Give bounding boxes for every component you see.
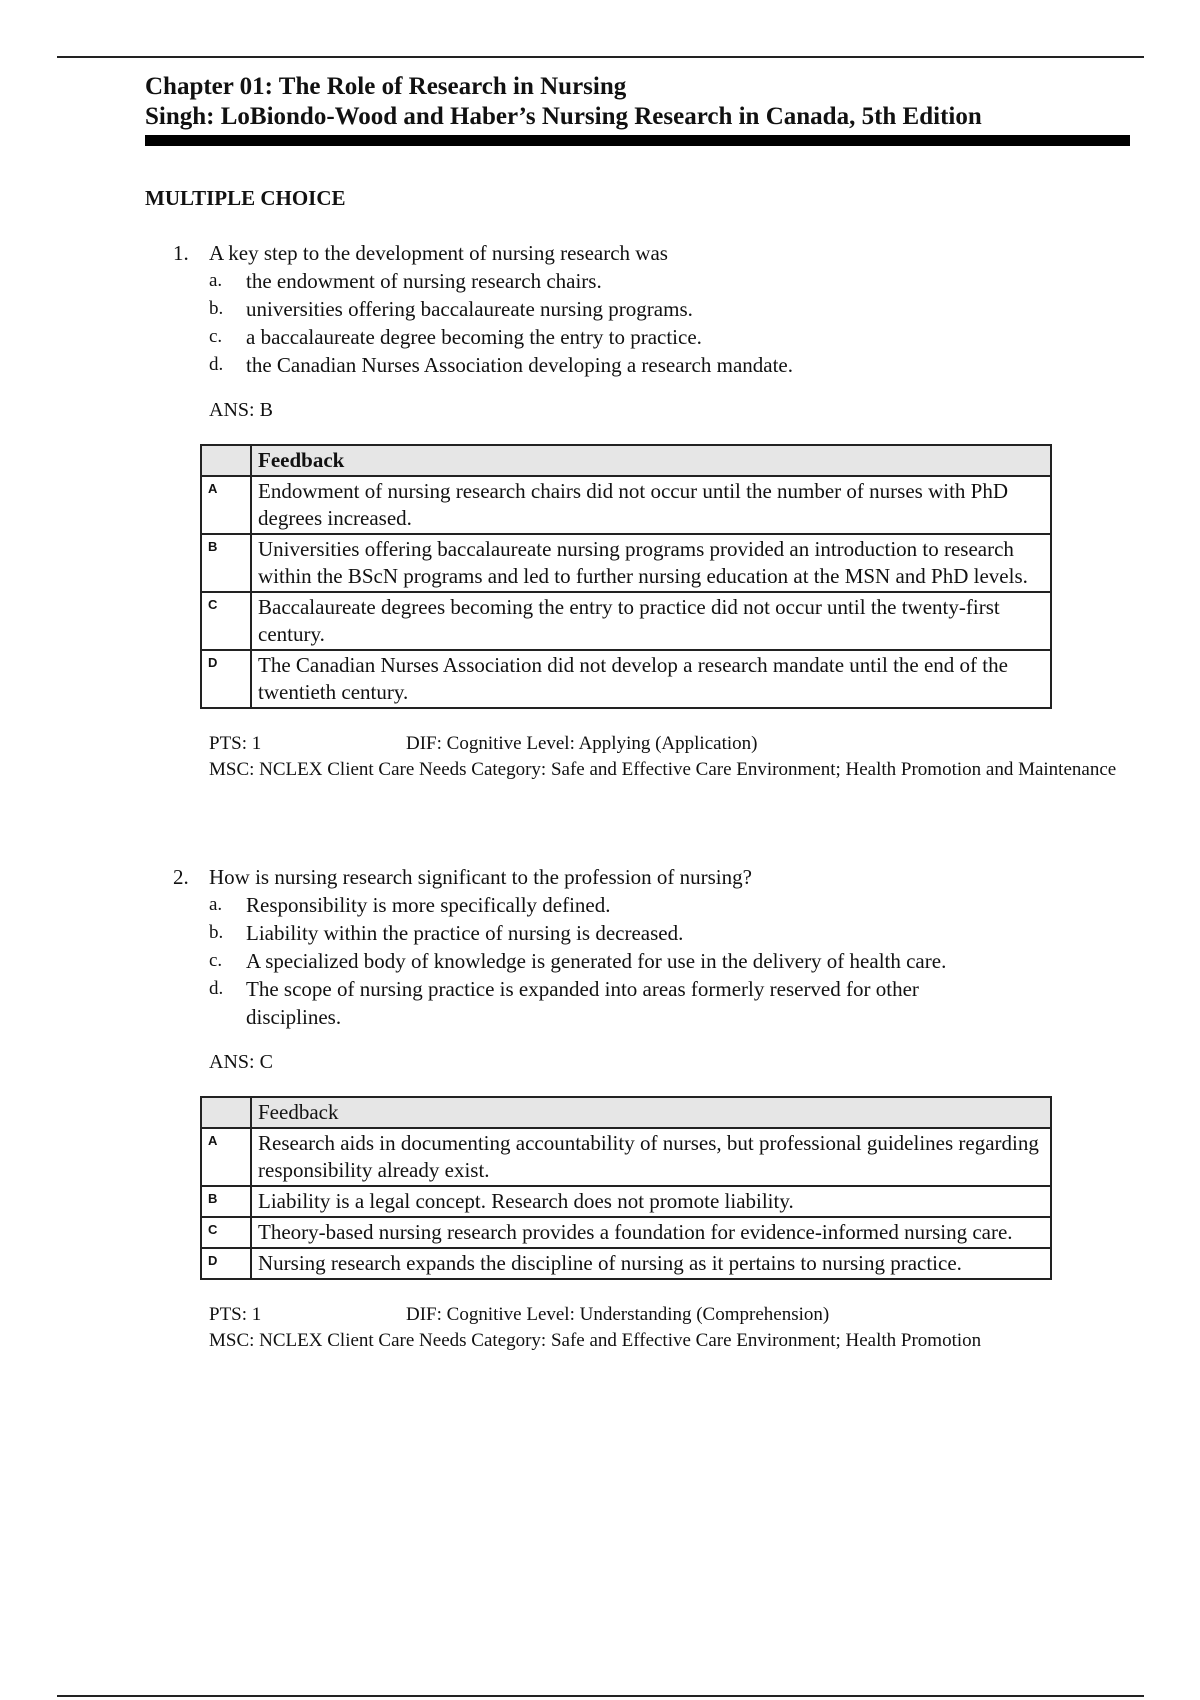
option-letter: c. <box>209 326 223 347</box>
difficulty: DIF: Cognitive Level: Applying (Application) <box>406 733 758 754</box>
question-number: 1. <box>173 241 189 265</box>
feedback-text: The Canadian Nurses Association did not develop a research mandate until the end of the twentieth century. <box>251 650 1051 708</box>
option-b <box>145 919 1016 947</box>
question-number: 2. <box>173 865 189 889</box>
question-stem <box>145 240 1145 267</box>
feedback-header-row <box>201 445 1051 476</box>
feedback-text: Endowment of nursing research chairs did not occur until the number of nurses with PhD degrees increased. <box>251 476 1051 534</box>
option-text: Responsibility is more specifically defined. <box>246 893 611 917</box>
feedback-letter: A <box>201 1128 251 1186</box>
feedback-text: Universities offering baccalaureate nursing programs provided an introduction to research within the BScN programs and led to further nursing education at the MSN and PhD levels. <box>251 534 1051 592</box>
question-meta <box>145 1302 1145 1354</box>
header-bar <box>145 135 1130 146</box>
option-d <box>145 975 1016 1031</box>
option-letter: a. <box>209 270 223 291</box>
feedback-header: Feedback <box>251 445 1051 476</box>
feedback-text: Theory-based nursing research provides a foundation for evidence-informed nursing care. <box>251 1217 1051 1248</box>
answer-line: ANS: B <box>209 399 273 421</box>
feedback-text: Liability is a legal concept. Research does not promote liability. <box>251 1186 1051 1217</box>
answer-line: ANS: C <box>209 1051 273 1073</box>
option-c <box>145 323 1016 351</box>
option-text: the Canadian Nurses Association developing a research mandate. <box>246 353 793 377</box>
chapter-title: Chapter 01: The Role of Research in Nursing <box>145 73 627 100</box>
section-title: MULTIPLE CHOICE <box>145 186 346 210</box>
feedback-table <box>200 444 1052 709</box>
bottom-rule <box>57 1695 1144 1697</box>
option-text: The scope of nursing practice is expanded into areas formerly reserved for other disciplines. <box>246 977 919 1029</box>
feedback-row <box>201 650 1051 708</box>
points: PTS: 1 <box>209 1304 262 1325</box>
book-title: Singh: LoBiondo-Wood and Haber’s Nursing Research in Canada, 5th Edition <box>145 103 982 130</box>
feedback-row <box>201 592 1051 650</box>
option-letter: d. <box>209 978 224 999</box>
feedback-letter: C <box>201 1217 251 1248</box>
msc: MSC: NCLEX Client Care Needs Category: Safe and Effective Care Environment; Health Promotion <box>209 1330 982 1351</box>
feedback-letter: B <box>201 534 251 592</box>
document-header <box>145 72 1130 146</box>
feedback-header-row <box>201 1097 1051 1128</box>
option-letter: a. <box>209 894 223 915</box>
feedback-row <box>201 1248 1051 1279</box>
option-c <box>145 947 1016 975</box>
question-2 <box>145 864 1145 1354</box>
feedback-table <box>200 1096 1052 1280</box>
option-a <box>145 267 1016 295</box>
option-text: Liability within the practice of nursing is decreased. <box>246 921 684 945</box>
option-d <box>145 351 1016 379</box>
feedback-text: Research aids in documenting accountability of nurses, but professional guidelines regarding responsibility already exist. <box>251 1128 1051 1186</box>
feedback-letter: A <box>201 476 251 534</box>
question-meta <box>145 731 1145 783</box>
option-text: universities offering baccalaureate nursing programs. <box>246 297 693 321</box>
feedback-letter: C <box>201 592 251 650</box>
option-letter: b. <box>209 298 224 319</box>
option-text: A specialized body of knowledge is generated for use in the delivery of health care. <box>246 949 947 973</box>
feedback-letter: B <box>201 1186 251 1217</box>
option-letter: d. <box>209 354 224 375</box>
option-letter: b. <box>209 922 224 943</box>
difficulty: DIF: Cognitive Level: Understanding (Comprehension) <box>406 1304 830 1325</box>
feedback-letter: D <box>201 1248 251 1279</box>
option-text: a baccalaureate degree becoming the entry to practice. <box>246 325 702 349</box>
feedback-row <box>201 1186 1051 1217</box>
question-stem <box>145 864 1145 891</box>
feedback-text: Nursing research expands the discipline of nursing as it pertains to nursing practice. <box>251 1248 1051 1279</box>
option-b <box>145 295 1016 323</box>
feedback-row <box>201 534 1051 592</box>
points: PTS: 1 <box>209 733 262 754</box>
msc: MSC: NCLEX Client Care Needs Category: Safe and Effective Care Environment; Health Promotion and Maintenance <box>209 759 1117 780</box>
top-rule <box>57 56 1144 58</box>
question-text: How is nursing research significant to the profession of nursing? <box>209 865 752 889</box>
option-text: the endowment of nursing research chairs. <box>246 269 602 293</box>
feedback-header: Feedback <box>251 1097 1051 1128</box>
feedback-row <box>201 476 1051 534</box>
feedback-text: Baccalaureate degrees becoming the entry to practice did not occur until the twenty-first century. <box>251 592 1051 650</box>
feedback-letter: D <box>201 650 251 708</box>
option-letter: c. <box>209 950 223 971</box>
feedback-row <box>201 1128 1051 1186</box>
question-text: A key step to the development of nursing research was <box>209 241 668 265</box>
question-1 <box>145 240 1145 783</box>
option-a <box>145 891 1016 919</box>
feedback-row <box>201 1217 1051 1248</box>
